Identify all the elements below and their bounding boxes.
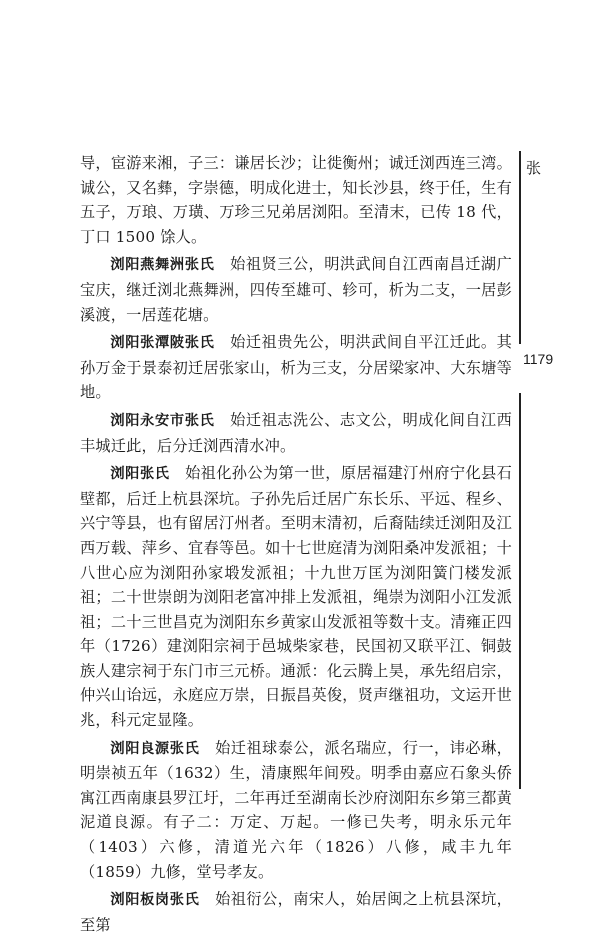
paragraph-heading: 浏阳板岗张氏: [110, 892, 200, 909]
paragraph: [80, 252, 512, 327]
paragraph-heading: 浏阳张潭陂张氏: [110, 335, 215, 352]
paragraph-body: 始祖贤三公，明洪武间自江西南昌迁湖广宝庆，继迁浏北燕舞洲，四传至雄可、轸可，析为二支，一居彭溪渡，一居莲花塘。: [80, 255, 512, 324]
paragraph-body: 始迁祖贵先公，明洪武间自平江迁此。其孙万金于景泰初迁居张家山，析为三支，分居梁家冲、大东塘等地。: [80, 333, 512, 402]
paragraph: [80, 151, 512, 249]
margin-rule-top: [519, 151, 521, 344]
paragraph: [80, 330, 512, 405]
main-text: [80, 151, 512, 940]
section-side-label: 张: [526, 159, 542, 177]
paragraph-heading: 浏阳永安市张氏: [110, 412, 215, 429]
paragraph-heading: 浏阳张氏: [110, 466, 170, 483]
paragraph: [80, 736, 512, 885]
page-number: 1179: [523, 351, 554, 367]
paragraph: [80, 461, 512, 733]
margin-rule-bottom: [519, 393, 521, 789]
paragraph-body: 始迁祖球泰公，派名瑞应，行一，讳必琳，明崇祯五年（1632）生，清康熙年间殁。明季由嘉应石象头侨寓江西南康县罗江圩，二年再迁至湖南长沙府浏阳东乡第三都黄泥道良源。有子二：万定、万起。一修已失考，明永乐元年（1403）六修，清道光六年（1826）八修，咸丰九年（1859）九修，堂号孝友。: [80, 738, 512, 881]
paragraph-body: 始祖衍公，南宋人，始居闽之上杭县深坑，至第: [80, 890, 512, 934]
paragraph-body: 始迁祖志洗公、志文公，明成化间自江西丰城迁此，后分迁浏西清水冲。: [80, 410, 512, 455]
paragraph: [80, 408, 512, 458]
paragraph-body: 始祖化孙公为第一世，原居福建汀州府宁化县石壁都，后迁上杭县深坑。子孙先后迁居广东长乐、平远、程乡、兴宁等县，也有留居汀州者。至明末清初，后裔陆续迁浏阳及江西万载、萍乡、宜春等邑。如十七世庭清为浏阳桑冲发派祖；十八世心应为浏阳孙家塅发派祖；十九世万匡为浏阳簧门楼发派祖；二十世崇朗为浏阳老富冲排上发派祖，绳崇为浏阳小江发派祖；二十三世昌克为浏阳东乡黄家山发派祖等数十支。清雍正四年（1726）建浏阳宗祠于邑城柴家巷，民国初又联平江、铜鼓族人建宗祠于东门市三元桥。通派：化云腾上昊，承先绍启宗，仲兴山诒远，永庭应万崇，日振昌英俊，贤声继祖功，文运开世兆，科元定显隆。: [80, 464, 512, 730]
paragraph: [80, 887, 512, 937]
paragraph-body: 导，宦游来湘，子三：谦居长沙；让徙衡州；诚迁浏西连三湾。诚公，又名彝，字崇德，明成化进士，知长沙县，终于任，生有五子，万琅、万璜、万珍三兄弟居浏阳。至清末，已传 18 代，丁口 1500 馀人。: [80, 154, 512, 246]
paragraph-heading: 浏阳燕舞洲张氏: [110, 257, 215, 274]
paragraph-heading: 浏阳良源张氏: [110, 740, 200, 757]
